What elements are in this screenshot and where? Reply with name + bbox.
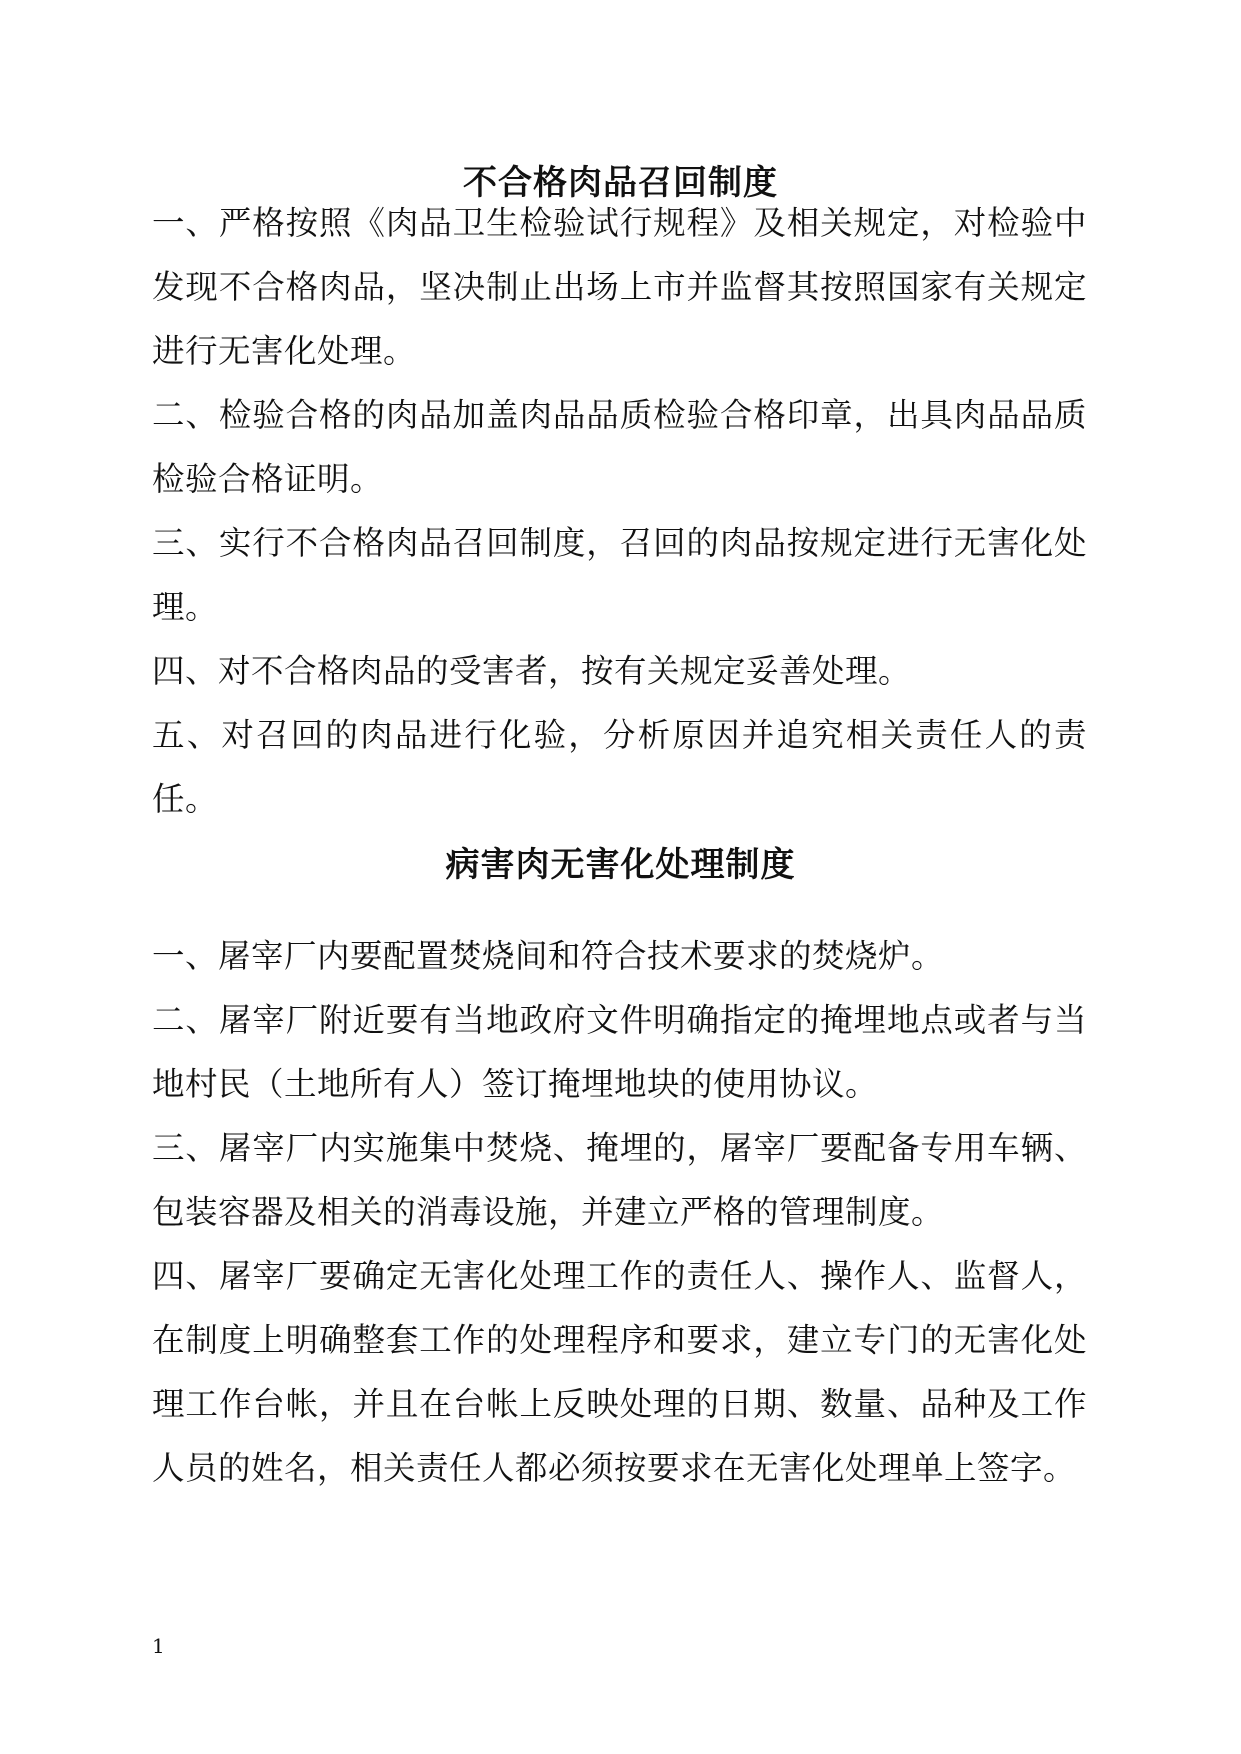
paragraph: 三、实行不合格肉品召回制度，召回的肉品按规定进行无害化处理。 [152,524,1087,626]
section-title-recall: 不合格肉品召回制度 [463,163,778,203]
paragraph: 一、严格按照《肉品卫生检验试行规程》及相关规定，对检验中发现不合格肉品，坚决制止出场上市并监督其按照国家有关规定进行无害化处理。 [152,204,1087,370]
paragraph: 二、检验合格的肉品加盖肉品品质检验合格印章，出具肉品品质检验合格证明。 [152,396,1087,498]
paragraph: 三、屠宰厂内实施集中焚烧、掩埋的，屠宰厂要配备专用车辆、包装容器及相关的消毒设施，并建立严格的管理制度。 [152,1129,1087,1231]
section-title-disposal: 病害肉无害化处理制度 [445,845,796,885]
paragraph: 五、对召回的肉品进行化验，分析原因并追究相关责任人的责任。 [152,716,1087,818]
paragraph: 一、屠宰厂内要配置焚烧间和符合技术要求的焚烧炉。 [152,937,945,975]
paragraph: 四、屠宰厂要确定无害化处理工作的责任人、操作人、监督人，在制度上明确整套工作的处理程序和要求，建立专门的无害化处理工作台帐，并且在台帐上反映处理的日期、数量、品种及工作人员的姓名，相关责任人都必须按要求在无害化处理单上签字。 [152,1257,1087,1487]
paragraph: 二、屠宰厂附近要有当地政府文件明确指定的掩埋地点或者与当地村民（土地所有人）签订掩埋地块的使用协议。 [152,1001,1087,1103]
section-body-recall [152,191,1087,831]
section-body-disposal [152,924,1087,1500]
paragraph: 四、对不合格肉品的受害者，按有关规定妥善处理。 [152,652,912,690]
page-number: 1 [152,1634,165,1658]
